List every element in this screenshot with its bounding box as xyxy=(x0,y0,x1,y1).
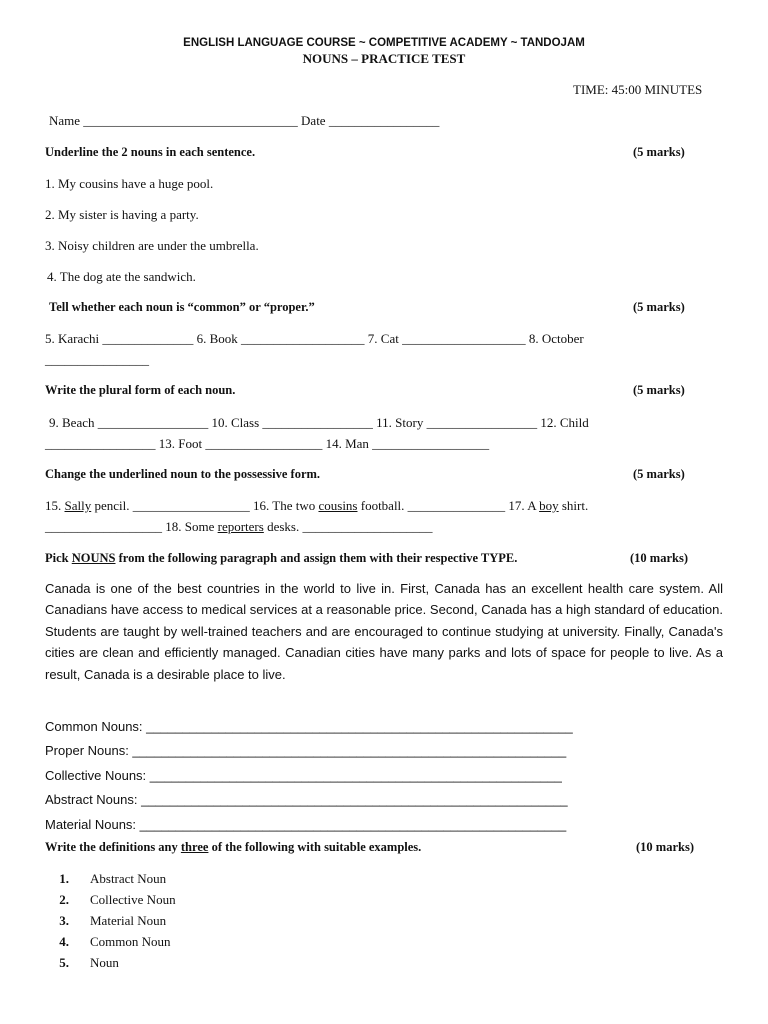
list-item: 3. Material Noun xyxy=(59,913,167,928)
list-item: 2. Collective Noun xyxy=(59,892,176,907)
underlined-noun-boy: boy xyxy=(539,498,559,513)
answer-collective-nouns: Collective Nouns: _________________________________________________________ xyxy=(45,768,562,783)
list-item: 4. Common Noun xyxy=(59,934,171,949)
section6-instruction: Write the definitions any three of the following with suitable examples. xyxy=(45,840,422,854)
answer-proper-nouns: Proper Nouns: ____________________________________________________________ xyxy=(45,743,567,758)
section3-line2: _________________ 13. Foot __________________ 14. Man __________________ xyxy=(45,436,490,451)
section2-marks: (5 marks) xyxy=(633,300,685,314)
section2-instruction: Tell whether each noun is “common” or “proper.” xyxy=(49,300,315,314)
list-item: 1. Abstract Noun xyxy=(59,871,167,886)
answer-common-nouns: Common Nouns: ___________________________________________________________ xyxy=(45,719,573,734)
answer-material-nouns: Material Nouns: ___________________________________________________________ xyxy=(45,817,567,832)
definitions-list xyxy=(45,868,176,973)
underlined-noun-cousins: cousins xyxy=(318,498,358,513)
section4-marks: (5 marks) xyxy=(633,467,685,481)
section4-instruction: Change the underlined noun to the possessive form. xyxy=(45,467,321,481)
question-2: 2. My sister is having a party. xyxy=(45,207,199,222)
section3-marks: (5 marks) xyxy=(633,383,685,397)
section2-line1: 5. Karachi ______________ 6. Book ___________________ 7. Cat ___________________ 8. October xyxy=(45,331,584,346)
question-3: 3. Noisy children are under the umbrella. xyxy=(45,238,259,253)
section3-line1: 9. Beach _________________ 10. Class _________________ 11. Story _________________ 12. Child xyxy=(49,415,589,430)
section1-instruction: Underline the 2 nouns in each sentence. xyxy=(45,145,256,159)
name-date-line: Name _________________________________ Date _________________ xyxy=(49,113,440,128)
course-header: ENGLISH LANGUAGE COURSE ~ COMPETITIVE ACADEMY ~ TANDOJAM xyxy=(183,37,585,49)
section4-line1: 15. Sally pencil. __________________ 16. The two cousins football. _______________ 17. A boy shirt. xyxy=(45,498,589,513)
question-1: 1. My cousins have a huge pool. xyxy=(45,176,214,191)
section2-line2: ________________ xyxy=(45,352,149,367)
underlined-noun-sally: Sally xyxy=(64,498,92,513)
reading-paragraph: Canada is one of the best countries in the world to live in. First, Canada has an excellent health care system. All Canadians have access to medical services at a reasonable price. Second, Canada has a high standard of education. Students are taught by well-trained teachers and are encouraged to continue studying at university. Finally, Canada's cities are clean and efficiently managed. Canadian cities have many parks and lots of space for people to live. As a result, Canada is a desirable place to live. xyxy=(45,581,723,682)
section4-line2: __________________ 18. Some reporters desks. ____________________ xyxy=(45,519,433,534)
section6-marks: (10 marks) xyxy=(636,840,694,854)
section3-instruction: Write the plural form of each noun. xyxy=(45,383,236,397)
section5-instruction: Pick NOUNS from the following paragraph and assign them with their respective TYPE. xyxy=(45,551,518,565)
section5-marks: (10 marks) xyxy=(630,551,688,565)
answer-abstract-nouns: Abstract Nouns: ___________________________________________________________ xyxy=(45,792,568,807)
list-item: 5. Noun xyxy=(59,955,119,970)
time-limit: TIME: 45:00 MINUTES xyxy=(573,82,703,97)
section1-marks: (5 marks) xyxy=(633,145,685,159)
underlined-noun-reporters: reporters xyxy=(217,519,264,534)
question-4: 4. The dog ate the sandwich. xyxy=(47,269,196,284)
test-title: NOUNS – PRACTICE TEST xyxy=(302,51,466,66)
